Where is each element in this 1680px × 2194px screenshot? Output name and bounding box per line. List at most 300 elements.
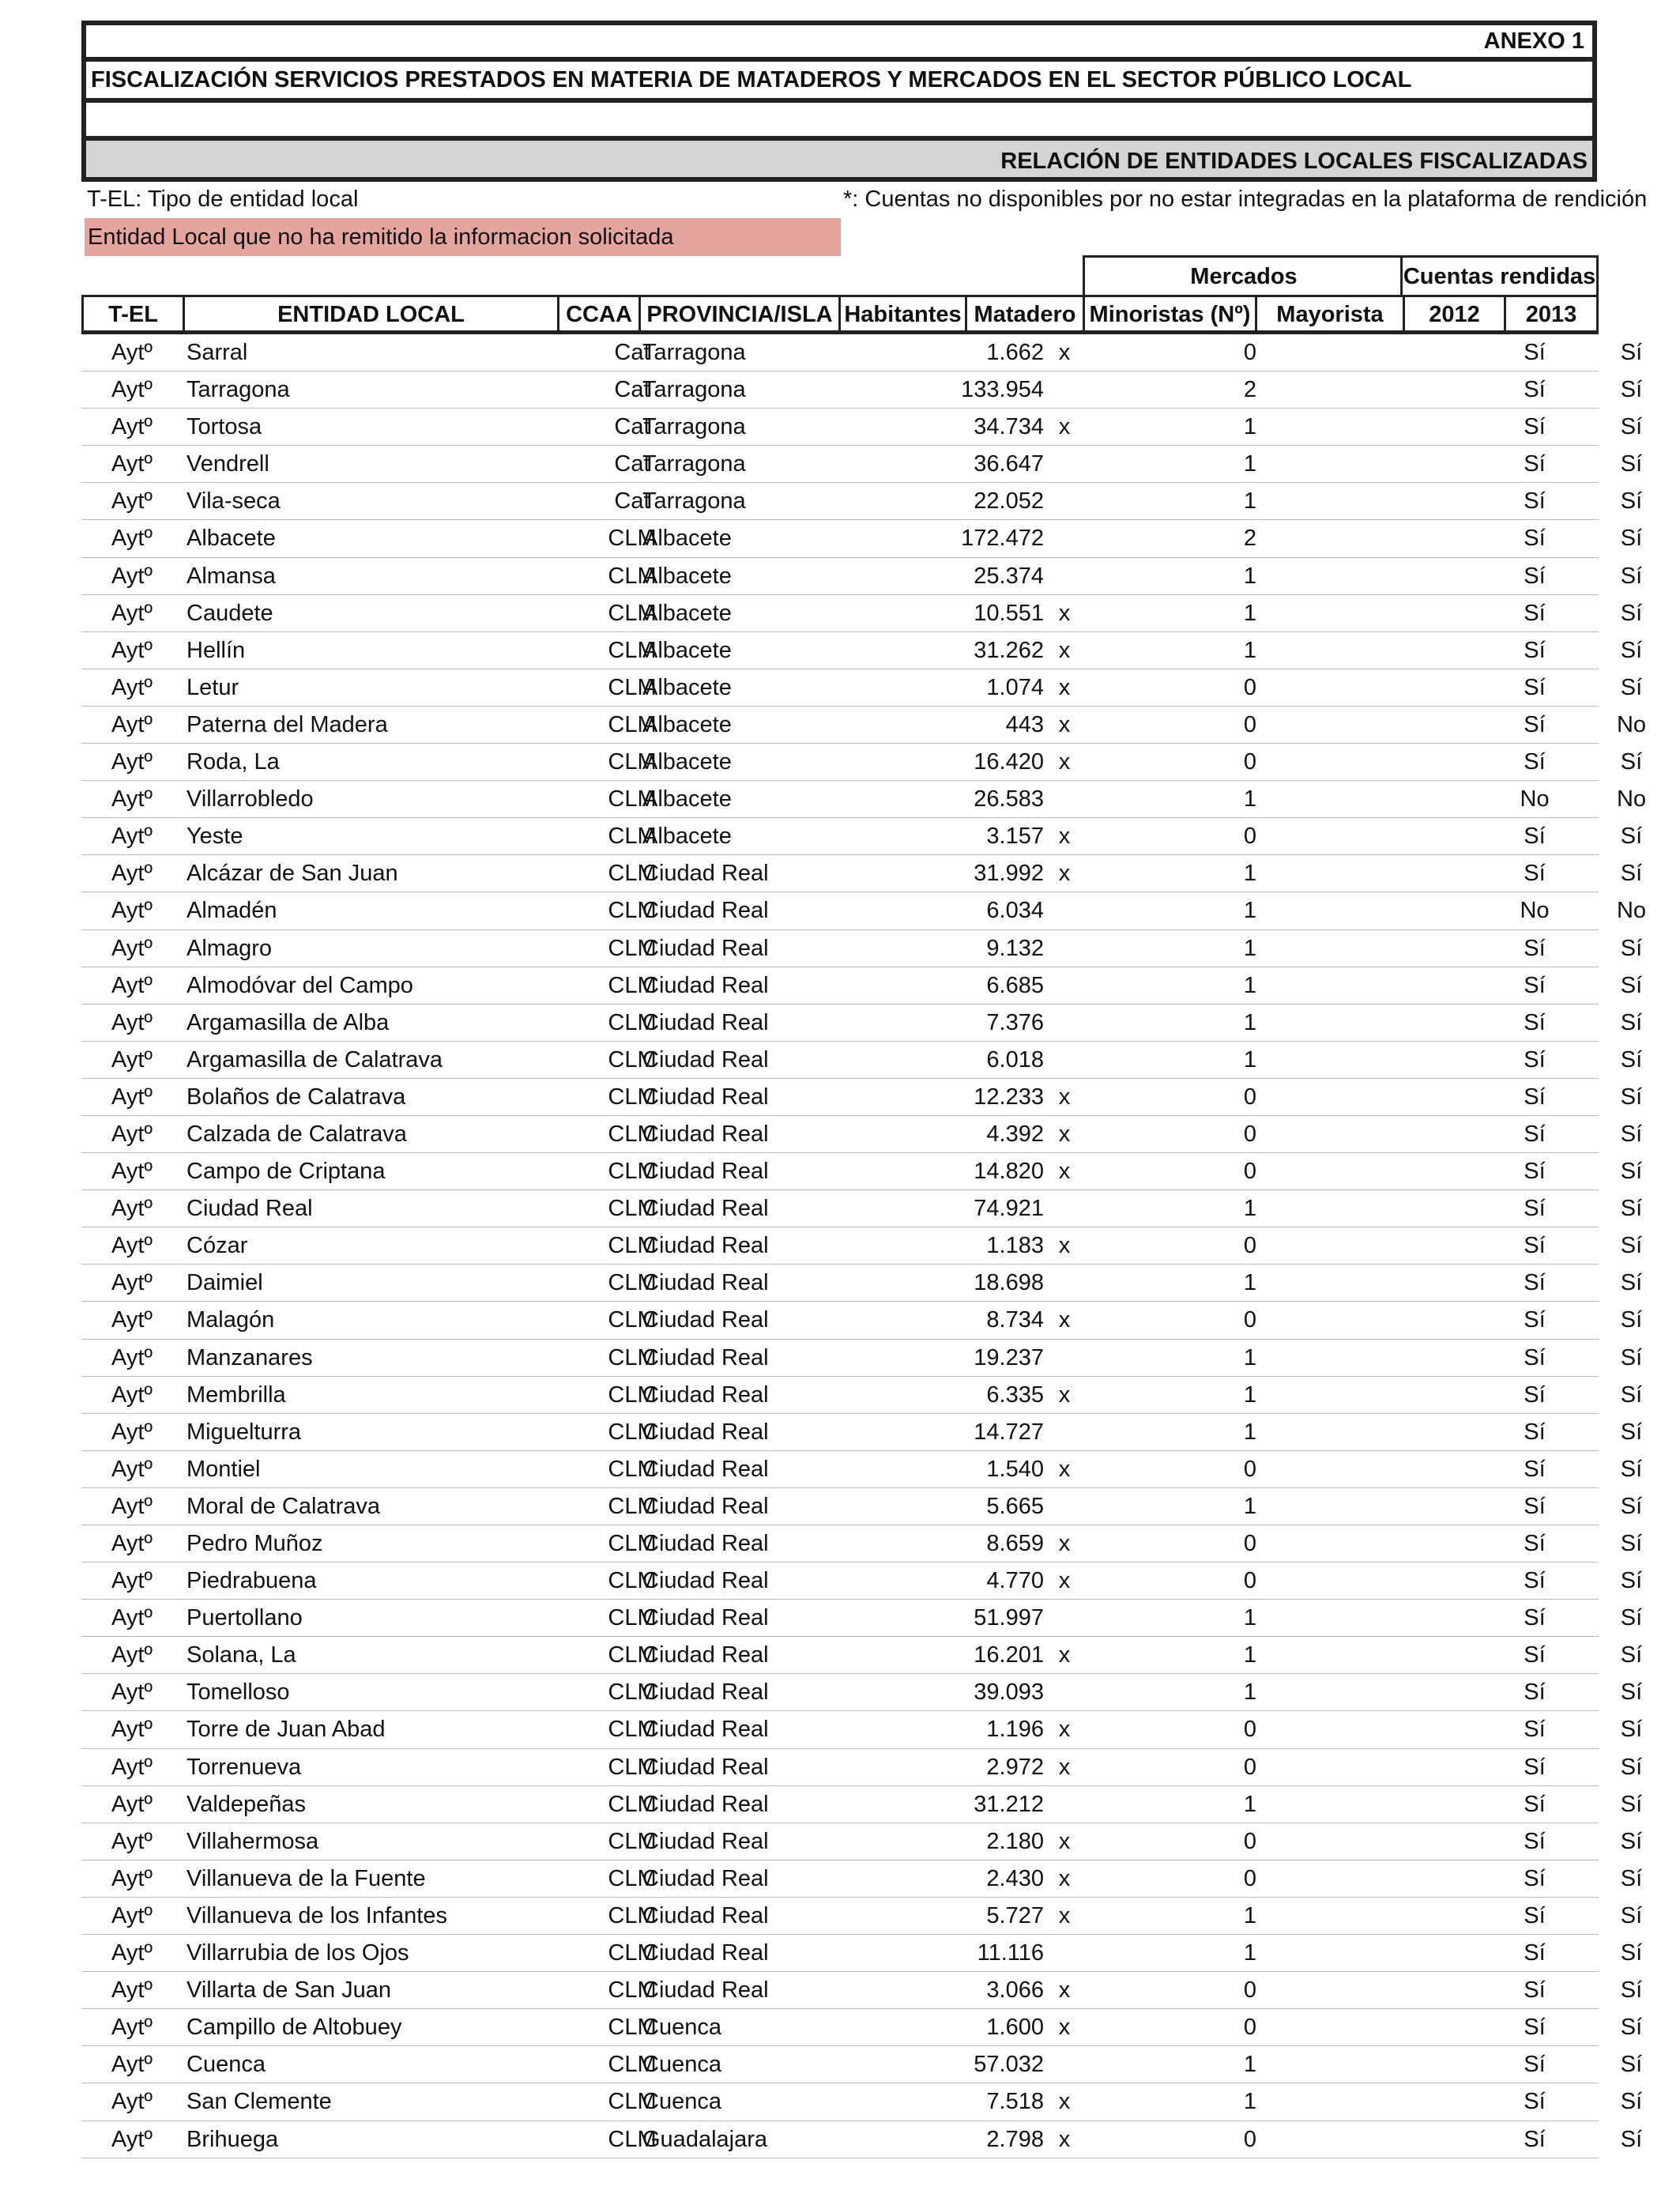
cell-minoristas: 1 bbox=[1243, 898, 1257, 924]
table-row bbox=[81, 930, 1643, 967]
cell-matadero: x bbox=[1058, 1307, 1071, 1333]
cell-provincia: Ciudad Real bbox=[642, 1865, 769, 1891]
group-header-mercados: Mercados bbox=[1083, 255, 1403, 296]
cell-2012: Sí bbox=[1524, 1865, 1546, 1891]
table-row bbox=[81, 1116, 1643, 1153]
cell-tel: Aytº bbox=[111, 861, 153, 887]
table-row bbox=[81, 446, 1643, 483]
cell-2012: Sí bbox=[1524, 674, 1546, 700]
cell-habitantes: 74.921 bbox=[974, 1196, 1044, 1222]
cell-2013: Sí bbox=[1620, 749, 1643, 775]
cell-ccaa: CLM bbox=[608, 1940, 657, 1966]
table-row bbox=[81, 1005, 1643, 1042]
cell-provincia: Cuenca bbox=[642, 2015, 721, 2041]
cell-provincia: Ciudad Real bbox=[642, 1791, 769, 1817]
cell-tel: Aytº bbox=[111, 563, 153, 589]
table-row bbox=[81, 1042, 1643, 1079]
cell-2013: Sí bbox=[1620, 2052, 1643, 2078]
cell-habitantes: 133.954 bbox=[961, 377, 1044, 403]
cell-entidad: Almagro bbox=[186, 935, 272, 961]
cell-minoristas: 0 bbox=[1243, 1159, 1257, 1185]
cell-entidad: Calzada de Calatrava bbox=[186, 1121, 407, 1147]
table-row bbox=[81, 1451, 1643, 1488]
cell-minoristas: 0 bbox=[1243, 1717, 1257, 1743]
cell-provincia: Ciudad Real bbox=[642, 1159, 769, 1185]
cell-tel: Aytº bbox=[111, 1531, 153, 1556]
cell-habitantes: 19.237 bbox=[974, 1344, 1044, 1370]
cell-matadero: x bbox=[1058, 1754, 1071, 1780]
cell-minoristas: 1 bbox=[1243, 1605, 1257, 1631]
cell-habitantes: 2.430 bbox=[986, 1865, 1044, 1891]
cell-habitantes: 18.698 bbox=[974, 1270, 1044, 1296]
table-row bbox=[81, 1972, 1643, 2009]
cell-2012: Sí bbox=[1524, 935, 1546, 961]
cell-habitantes: 16.201 bbox=[974, 1642, 1044, 1668]
cell-2012: Sí bbox=[1524, 2052, 1546, 2078]
cell-2012: Sí bbox=[1524, 1902, 1546, 1928]
cell-habitantes: 36.647 bbox=[974, 451, 1044, 477]
col-header-habitantes: Habitantes bbox=[838, 297, 965, 330]
cell-2013: Sí bbox=[1620, 1977, 1643, 2004]
cell-matadero: x bbox=[1058, 1717, 1071, 1743]
table-row bbox=[81, 1786, 1643, 1823]
cell-habitantes: 6.685 bbox=[986, 972, 1044, 998]
table-row bbox=[81, 818, 1643, 855]
tel-note: T-EL: Tipo de entidad local bbox=[87, 187, 359, 212]
cell-2012: Sí bbox=[1524, 600, 1546, 626]
cell-entidad: Campo de Criptana bbox=[186, 1159, 386, 1185]
cell-2012: Sí bbox=[1524, 2126, 1546, 2152]
cell-entidad: Ciudad Real bbox=[186, 1196, 313, 1222]
cell-ccaa: CLM bbox=[608, 1307, 657, 1333]
cell-2012: Sí bbox=[1524, 1754, 1546, 1780]
cell-2012: Sí bbox=[1524, 1828, 1546, 1854]
cell-habitantes: 6.018 bbox=[986, 1046, 1044, 1072]
cell-2012: Sí bbox=[1524, 1009, 1546, 1035]
col-header-mayorista: Mayorista bbox=[1255, 297, 1403, 330]
cell-entidad: Bolaños de Calatrava bbox=[186, 1084, 406, 1110]
cell-matadero: x bbox=[1058, 711, 1071, 737]
table-row bbox=[81, 409, 1643, 446]
cell-ccaa: CLM bbox=[608, 1902, 657, 1928]
cell-minoristas: 1 bbox=[1243, 2052, 1257, 2078]
cell-matadero: x bbox=[1058, 1382, 1071, 1408]
cell-minoristas: 1 bbox=[1243, 1642, 1257, 1668]
cell-habitantes: 14.727 bbox=[974, 1419, 1044, 1445]
cell-matadero: x bbox=[1058, 674, 1071, 700]
cell-tel: Aytº bbox=[111, 898, 153, 924]
cell-2013: Sí bbox=[1620, 488, 1643, 515]
cell-2012: Sí bbox=[1524, 340, 1546, 365]
cell-entidad: Cuenca bbox=[186, 2052, 266, 2078]
table-row bbox=[81, 371, 1643, 409]
cell-entidad: Villanueva de la Fuente bbox=[186, 1865, 426, 1891]
cell-2012: Sí bbox=[1524, 1605, 1546, 1631]
cell-tel: Aytº bbox=[111, 1121, 153, 1147]
cell-entidad: Paterna del Madera bbox=[186, 711, 388, 737]
table-row bbox=[81, 1302, 1643, 1339]
cell-habitantes: 22.052 bbox=[974, 488, 1044, 515]
cell-minoristas: 0 bbox=[1243, 1121, 1257, 1147]
cell-ccaa: CLM bbox=[608, 972, 657, 998]
table-row bbox=[81, 1711, 1643, 1748]
cell-entidad: Puertollano bbox=[186, 1605, 303, 1631]
cell-entidad: Pedro Muñoz bbox=[186, 1531, 323, 1556]
col-header-provincia: PROVINCIA/ISLA bbox=[638, 297, 838, 330]
cell-minoristas: 1 bbox=[1243, 1270, 1257, 1296]
cell-provincia: Guadalajara bbox=[642, 2126, 767, 2152]
cell-2013: Sí bbox=[1620, 1679, 1643, 1706]
cell-tel: Aytº bbox=[111, 340, 153, 365]
cell-entidad: Almodóvar del Campo bbox=[186, 972, 413, 998]
cell-minoristas: 1 bbox=[1243, 488, 1257, 515]
cell-2012: Sí bbox=[1524, 1679, 1546, 1706]
cell-2012: Sí bbox=[1524, 526, 1546, 552]
cell-2013: No bbox=[1616, 711, 1647, 737]
cell-habitantes: 31.212 bbox=[974, 1791, 1044, 1817]
cell-minoristas: 1 bbox=[1243, 786, 1257, 812]
cell-2012: Sí bbox=[1524, 711, 1546, 737]
cell-habitantes: 2.798 bbox=[986, 2126, 1044, 2152]
cell-habitantes: 6.335 bbox=[986, 1382, 1044, 1408]
cell-tel: Aytº bbox=[111, 1679, 153, 1706]
cell-minoristas: 0 bbox=[1243, 1828, 1257, 1854]
cell-2013: Sí bbox=[1620, 1382, 1643, 1408]
cell-tel: Aytº bbox=[111, 1568, 153, 1594]
table-row bbox=[81, 1749, 1643, 1786]
cell-ccaa: CLM bbox=[608, 1531, 657, 1556]
cell-2012: Sí bbox=[1524, 1233, 1546, 1259]
table-row bbox=[81, 1377, 1643, 1414]
cell-habitantes: 8.659 bbox=[986, 1531, 1044, 1556]
cell-ccaa: CLM bbox=[608, 674, 657, 700]
cell-entidad: Malagón bbox=[186, 1307, 275, 1333]
cell-provincia: Ciudad Real bbox=[642, 1605, 769, 1631]
cell-ccaa: CLM bbox=[608, 1382, 657, 1408]
cell-tel: Aytº bbox=[111, 674, 153, 700]
cell-2012: Sí bbox=[1524, 1382, 1546, 1408]
table-row bbox=[81, 595, 1643, 632]
cell-entidad: Hellín bbox=[186, 637, 246, 663]
cell-provincia: Ciudad Real bbox=[642, 1977, 769, 2004]
cell-ccaa: CLM bbox=[608, 1196, 657, 1222]
cell-tel: Aytº bbox=[111, 1456, 153, 1482]
cell-provincia: Ciudad Real bbox=[642, 1940, 769, 1966]
cell-2012: Sí bbox=[1524, 637, 1546, 663]
cell-tel: Aytº bbox=[111, 1382, 153, 1408]
cell-provincia: Ciudad Real bbox=[642, 1196, 769, 1222]
col-header-matadero: Matadero bbox=[965, 297, 1083, 330]
cell-matadero: x bbox=[1058, 1977, 1071, 2004]
cell-ccaa: CLM bbox=[608, 1791, 657, 1817]
cell-habitantes: 5.727 bbox=[986, 1902, 1044, 1928]
cell-tel: Aytº bbox=[111, 526, 153, 552]
cell-provincia: Ciudad Real bbox=[642, 1717, 769, 1743]
cell-minoristas: 1 bbox=[1243, 451, 1257, 477]
cell-provincia: Ciudad Real bbox=[642, 1642, 769, 1668]
cell-habitantes: 10.551 bbox=[974, 600, 1044, 626]
cell-provincia: Ciudad Real bbox=[642, 1828, 769, 1854]
table-row bbox=[81, 1340, 1643, 1377]
cell-tel: Aytº bbox=[111, 935, 153, 961]
cell-2012: Sí bbox=[1524, 2089, 1546, 2115]
cell-ccaa: CLM bbox=[608, 1977, 657, 2004]
cell-minoristas: 1 bbox=[1243, 1382, 1257, 1408]
cell-matadero: x bbox=[1058, 1456, 1071, 1482]
cell-minoristas: 1 bbox=[1243, 1419, 1257, 1445]
cell-2013: Sí bbox=[1620, 1902, 1643, 1928]
cell-2012: Sí bbox=[1524, 1121, 1546, 1147]
cell-2013: Sí bbox=[1620, 972, 1643, 998]
cell-2013: Sí bbox=[1620, 1046, 1643, 1072]
cell-matadero: x bbox=[1058, 1865, 1071, 1891]
cell-habitantes: 16.420 bbox=[974, 749, 1044, 775]
table-row bbox=[81, 1600, 1643, 1637]
cell-entidad: Miguelturra bbox=[186, 1419, 302, 1445]
cell-tel: Aytº bbox=[111, 1084, 153, 1110]
cell-ccaa: CLM bbox=[608, 1754, 657, 1780]
cell-matadero: x bbox=[1058, 1828, 1071, 1854]
cell-provincia: Ciudad Real bbox=[642, 935, 769, 961]
cell-minoristas: 1 bbox=[1243, 1196, 1257, 1222]
cell-2012: Sí bbox=[1524, 1568, 1546, 1594]
cell-minoristas: 1 bbox=[1243, 600, 1257, 626]
group-header-cuentas: Cuentas rendidas bbox=[1400, 255, 1599, 296]
cell-entidad: Manzanares bbox=[186, 1344, 313, 1370]
cell-ccaa: CLM bbox=[608, 824, 657, 850]
cell-matadero: x bbox=[1058, 2126, 1071, 2152]
cell-2013: Sí bbox=[1620, 637, 1643, 663]
cell-habitantes: 5.665 bbox=[986, 1493, 1044, 1519]
cell-2012: Sí bbox=[1524, 1940, 1546, 1966]
legend-not-submitted: Entidad Local que no ha remitido la informacion solicitada bbox=[85, 218, 841, 256]
cell-minoristas: 0 bbox=[1243, 711, 1257, 737]
cell-2013: Sí bbox=[1620, 2089, 1643, 2115]
table-row bbox=[81, 1525, 1643, 1563]
cell-2012: Sí bbox=[1524, 1531, 1546, 1556]
cell-provincia: Ciudad Real bbox=[642, 1046, 769, 1072]
cell-provincia: Albacete bbox=[642, 600, 732, 626]
cell-provincia: Ciudad Real bbox=[642, 1754, 769, 1780]
cell-ccaa: CLM bbox=[608, 637, 657, 663]
cell-2013: Sí bbox=[1620, 1159, 1643, 1185]
table-row bbox=[81, 1190, 1643, 1227]
cell-2013: Sí bbox=[1620, 2126, 1643, 2152]
cell-entidad: Argamasilla de Alba bbox=[186, 1009, 390, 1035]
cell-provincia: Ciudad Real bbox=[642, 1568, 769, 1594]
cell-tel: Aytº bbox=[111, 1828, 153, 1854]
cell-minoristas: 0 bbox=[1243, 824, 1257, 850]
cell-2012: Sí bbox=[1524, 1046, 1546, 1072]
table-row bbox=[81, 744, 1643, 781]
col-header-2012: 2012 bbox=[1403, 297, 1504, 330]
table-row bbox=[81, 2009, 1643, 2046]
cell-entidad: Villanueva de los Infantes bbox=[186, 1902, 447, 1928]
cell-ccaa: CLM bbox=[608, 2052, 657, 2078]
cell-provincia: Ciudad Real bbox=[642, 1084, 769, 1110]
cell-tel: Aytº bbox=[111, 1307, 153, 1333]
cell-tel: Aytº bbox=[111, 1196, 153, 1222]
cell-entidad: Campillo de Altobuey bbox=[186, 2015, 402, 2041]
cell-habitantes: 8.734 bbox=[986, 1307, 1044, 1333]
cell-provincia: Ciudad Real bbox=[642, 1679, 769, 1706]
cell-habitantes: 11.116 bbox=[977, 1940, 1044, 1966]
cell-minoristas: 1 bbox=[1243, 1344, 1257, 1370]
report-title: FISCALIZACIÓN SERVICIOS PRESTADOS EN MATERIA DE MATADEROS Y MERCADOS EN EL SECTOR PÚBLICO LOCAL bbox=[81, 62, 1597, 103]
cell-2012: No bbox=[1520, 898, 1550, 924]
cell-2012: Sí bbox=[1524, 1344, 1546, 1370]
cell-2012: Sí bbox=[1524, 1307, 1546, 1333]
cell-ccaa: CLM bbox=[608, 749, 657, 775]
cell-ccaa: CLM bbox=[608, 1717, 657, 1743]
cell-provincia: Albacete bbox=[642, 637, 732, 663]
cell-minoristas: 0 bbox=[1243, 1531, 1257, 1556]
cell-tel: Aytº bbox=[111, 2052, 153, 2078]
cell-ccaa: CLM bbox=[608, 2126, 657, 2152]
cell-tel: Aytº bbox=[111, 377, 153, 403]
cell-tel: Aytº bbox=[111, 1493, 153, 1519]
cell-provincia: Ciudad Real bbox=[642, 1382, 769, 1408]
cell-minoristas: 1 bbox=[1243, 637, 1257, 663]
cell-habitantes: 51.997 bbox=[974, 1605, 1044, 1631]
cell-2013: Sí bbox=[1620, 1865, 1643, 1891]
cell-minoristas: 2 bbox=[1243, 526, 1257, 552]
cell-minoristas: 1 bbox=[1243, 1679, 1257, 1706]
cell-entidad: Villahermosa bbox=[186, 1828, 319, 1854]
cell-ccaa: CLM bbox=[608, 563, 657, 589]
cell-habitantes: 3.066 bbox=[986, 1977, 1044, 2004]
table-row bbox=[81, 1414, 1643, 1451]
cell-minoristas: 1 bbox=[1243, 1902, 1257, 1928]
cell-2013: Sí bbox=[1620, 1121, 1643, 1147]
cell-entidad: Moral de Calatrava bbox=[186, 1493, 380, 1519]
cell-entidad: Piedrabuena bbox=[186, 1568, 317, 1594]
cell-tel: Aytº bbox=[111, 786, 153, 812]
cell-matadero: x bbox=[1058, 2089, 1071, 2115]
cell-matadero: x bbox=[1058, 2015, 1071, 2041]
col-header-ccaa: CCAA bbox=[557, 297, 638, 330]
cell-minoristas: 1 bbox=[1243, 1009, 1257, 1035]
cell-tel: Aytº bbox=[111, 1977, 153, 2004]
table-row bbox=[81, 1674, 1643, 1711]
cell-minoristas: 0 bbox=[1243, 1977, 1257, 2004]
cell-2012: Sí bbox=[1524, 1977, 1546, 2004]
cell-2012: Sí bbox=[1524, 1493, 1546, 1519]
table-row bbox=[81, 2083, 1643, 2120]
cell-provincia: Ciudad Real bbox=[642, 1902, 769, 1928]
table-row bbox=[81, 967, 1643, 1005]
cell-2013: Sí bbox=[1620, 1196, 1643, 1222]
cell-entidad: Tarragona bbox=[186, 377, 290, 403]
cell-habitantes: 2.972 bbox=[986, 1754, 1044, 1780]
cell-2013: No bbox=[1616, 898, 1647, 924]
cell-provincia: Ciudad Real bbox=[642, 1009, 769, 1035]
cell-minoristas: 2 bbox=[1243, 377, 1257, 403]
cell-entidad: Letur bbox=[186, 674, 239, 700]
cell-2013: Sí bbox=[1620, 1307, 1643, 1333]
cell-entidad: Argamasilla de Calatrava bbox=[186, 1046, 443, 1072]
cell-tel: Aytº bbox=[111, 2015, 153, 2041]
cell-ccaa: CLM bbox=[608, 1605, 657, 1631]
cell-2013: Sí bbox=[1620, 1270, 1643, 1296]
cell-2013: Sí bbox=[1620, 1531, 1643, 1556]
cell-matadero: x bbox=[1058, 1642, 1071, 1668]
cell-minoristas: 1 bbox=[1243, 563, 1257, 589]
annex-label: ANEXO 1 bbox=[81, 21, 1597, 62]
cell-habitantes: 3.157 bbox=[986, 824, 1044, 850]
cell-ccaa: CLM bbox=[608, 1493, 657, 1519]
cell-ccaa: CLM bbox=[608, 600, 657, 626]
cell-ccaa: CLM bbox=[608, 526, 657, 552]
table-row bbox=[81, 1898, 1643, 1935]
cell-entidad: Brihuega bbox=[186, 2126, 279, 2152]
cell-tel: Aytº bbox=[111, 1791, 153, 1817]
cell-tel: Aytº bbox=[111, 1754, 153, 1780]
cell-tel: Aytº bbox=[111, 749, 153, 775]
cell-minoristas: 1 bbox=[1243, 972, 1257, 998]
cell-tel: Aytº bbox=[111, 1642, 153, 1668]
cell-ccaa: Cat bbox=[614, 414, 650, 440]
cell-tel: Aytº bbox=[111, 1046, 153, 1072]
cell-provincia: Albacete bbox=[642, 824, 732, 850]
cell-2013: Sí bbox=[1620, 1419, 1643, 1445]
cell-ccaa: CLM bbox=[608, 1679, 657, 1706]
cell-ccaa: CLM bbox=[608, 1865, 657, 1891]
cell-habitantes: 1.196 bbox=[986, 1717, 1044, 1743]
cell-2013: Sí bbox=[1620, 1642, 1643, 1668]
cell-minoristas: 1 bbox=[1243, 414, 1257, 440]
cell-provincia: Ciudad Real bbox=[642, 1121, 769, 1147]
table-row bbox=[81, 558, 1643, 595]
cell-tel: Aytº bbox=[111, 1717, 153, 1743]
cell-ccaa: Cat bbox=[614, 451, 650, 477]
cell-provincia: Albacete bbox=[642, 563, 732, 589]
cell-tel: Aytº bbox=[111, 488, 153, 515]
cell-2013: Sí bbox=[1620, 1084, 1643, 1110]
cell-ccaa: CLM bbox=[608, 711, 657, 737]
cell-tel: Aytº bbox=[111, 1865, 153, 1891]
cell-2012: Sí bbox=[1524, 488, 1546, 515]
table-row bbox=[81, 1823, 1643, 1860]
cell-tel: Aytº bbox=[111, 1233, 153, 1259]
cell-tel: Aytº bbox=[111, 1902, 153, 1928]
column-header-row bbox=[81, 295, 1599, 334]
cell-provincia: Ciudad Real bbox=[642, 1307, 769, 1333]
cell-entidad: Membrilla bbox=[186, 1382, 286, 1408]
cell-provincia: Ciudad Real bbox=[642, 861, 769, 887]
cell-2012: Sí bbox=[1524, 1196, 1546, 1222]
cell-2013: Sí bbox=[1620, 563, 1643, 589]
cell-ccaa: CLM bbox=[608, 1046, 657, 1072]
col-header-tel: T-EL bbox=[81, 297, 183, 330]
cell-minoristas: 0 bbox=[1243, 1456, 1257, 1482]
cell-2012: Sí bbox=[1524, 1642, 1546, 1668]
cell-habitantes: 443 bbox=[1005, 711, 1044, 737]
cell-provincia: Albacete bbox=[642, 711, 732, 737]
table-row bbox=[81, 334, 1643, 371]
table-row bbox=[81, 1265, 1643, 1302]
cell-entidad: Montiel bbox=[186, 1456, 261, 1482]
table-row bbox=[81, 1935, 1643, 1972]
cell-ccaa: CLM bbox=[608, 1419, 657, 1445]
cell-habitantes: 1.540 bbox=[986, 1456, 1044, 1482]
cell-entidad: Villarta de San Juan bbox=[186, 1977, 392, 2004]
cell-2012: Sí bbox=[1524, 1419, 1546, 1445]
cell-provincia: Ciudad Real bbox=[642, 1419, 769, 1445]
cell-matadero: x bbox=[1058, 600, 1071, 626]
cell-2013: Sí bbox=[1620, 1754, 1643, 1780]
cell-minoristas: 1 bbox=[1243, 1493, 1257, 1519]
